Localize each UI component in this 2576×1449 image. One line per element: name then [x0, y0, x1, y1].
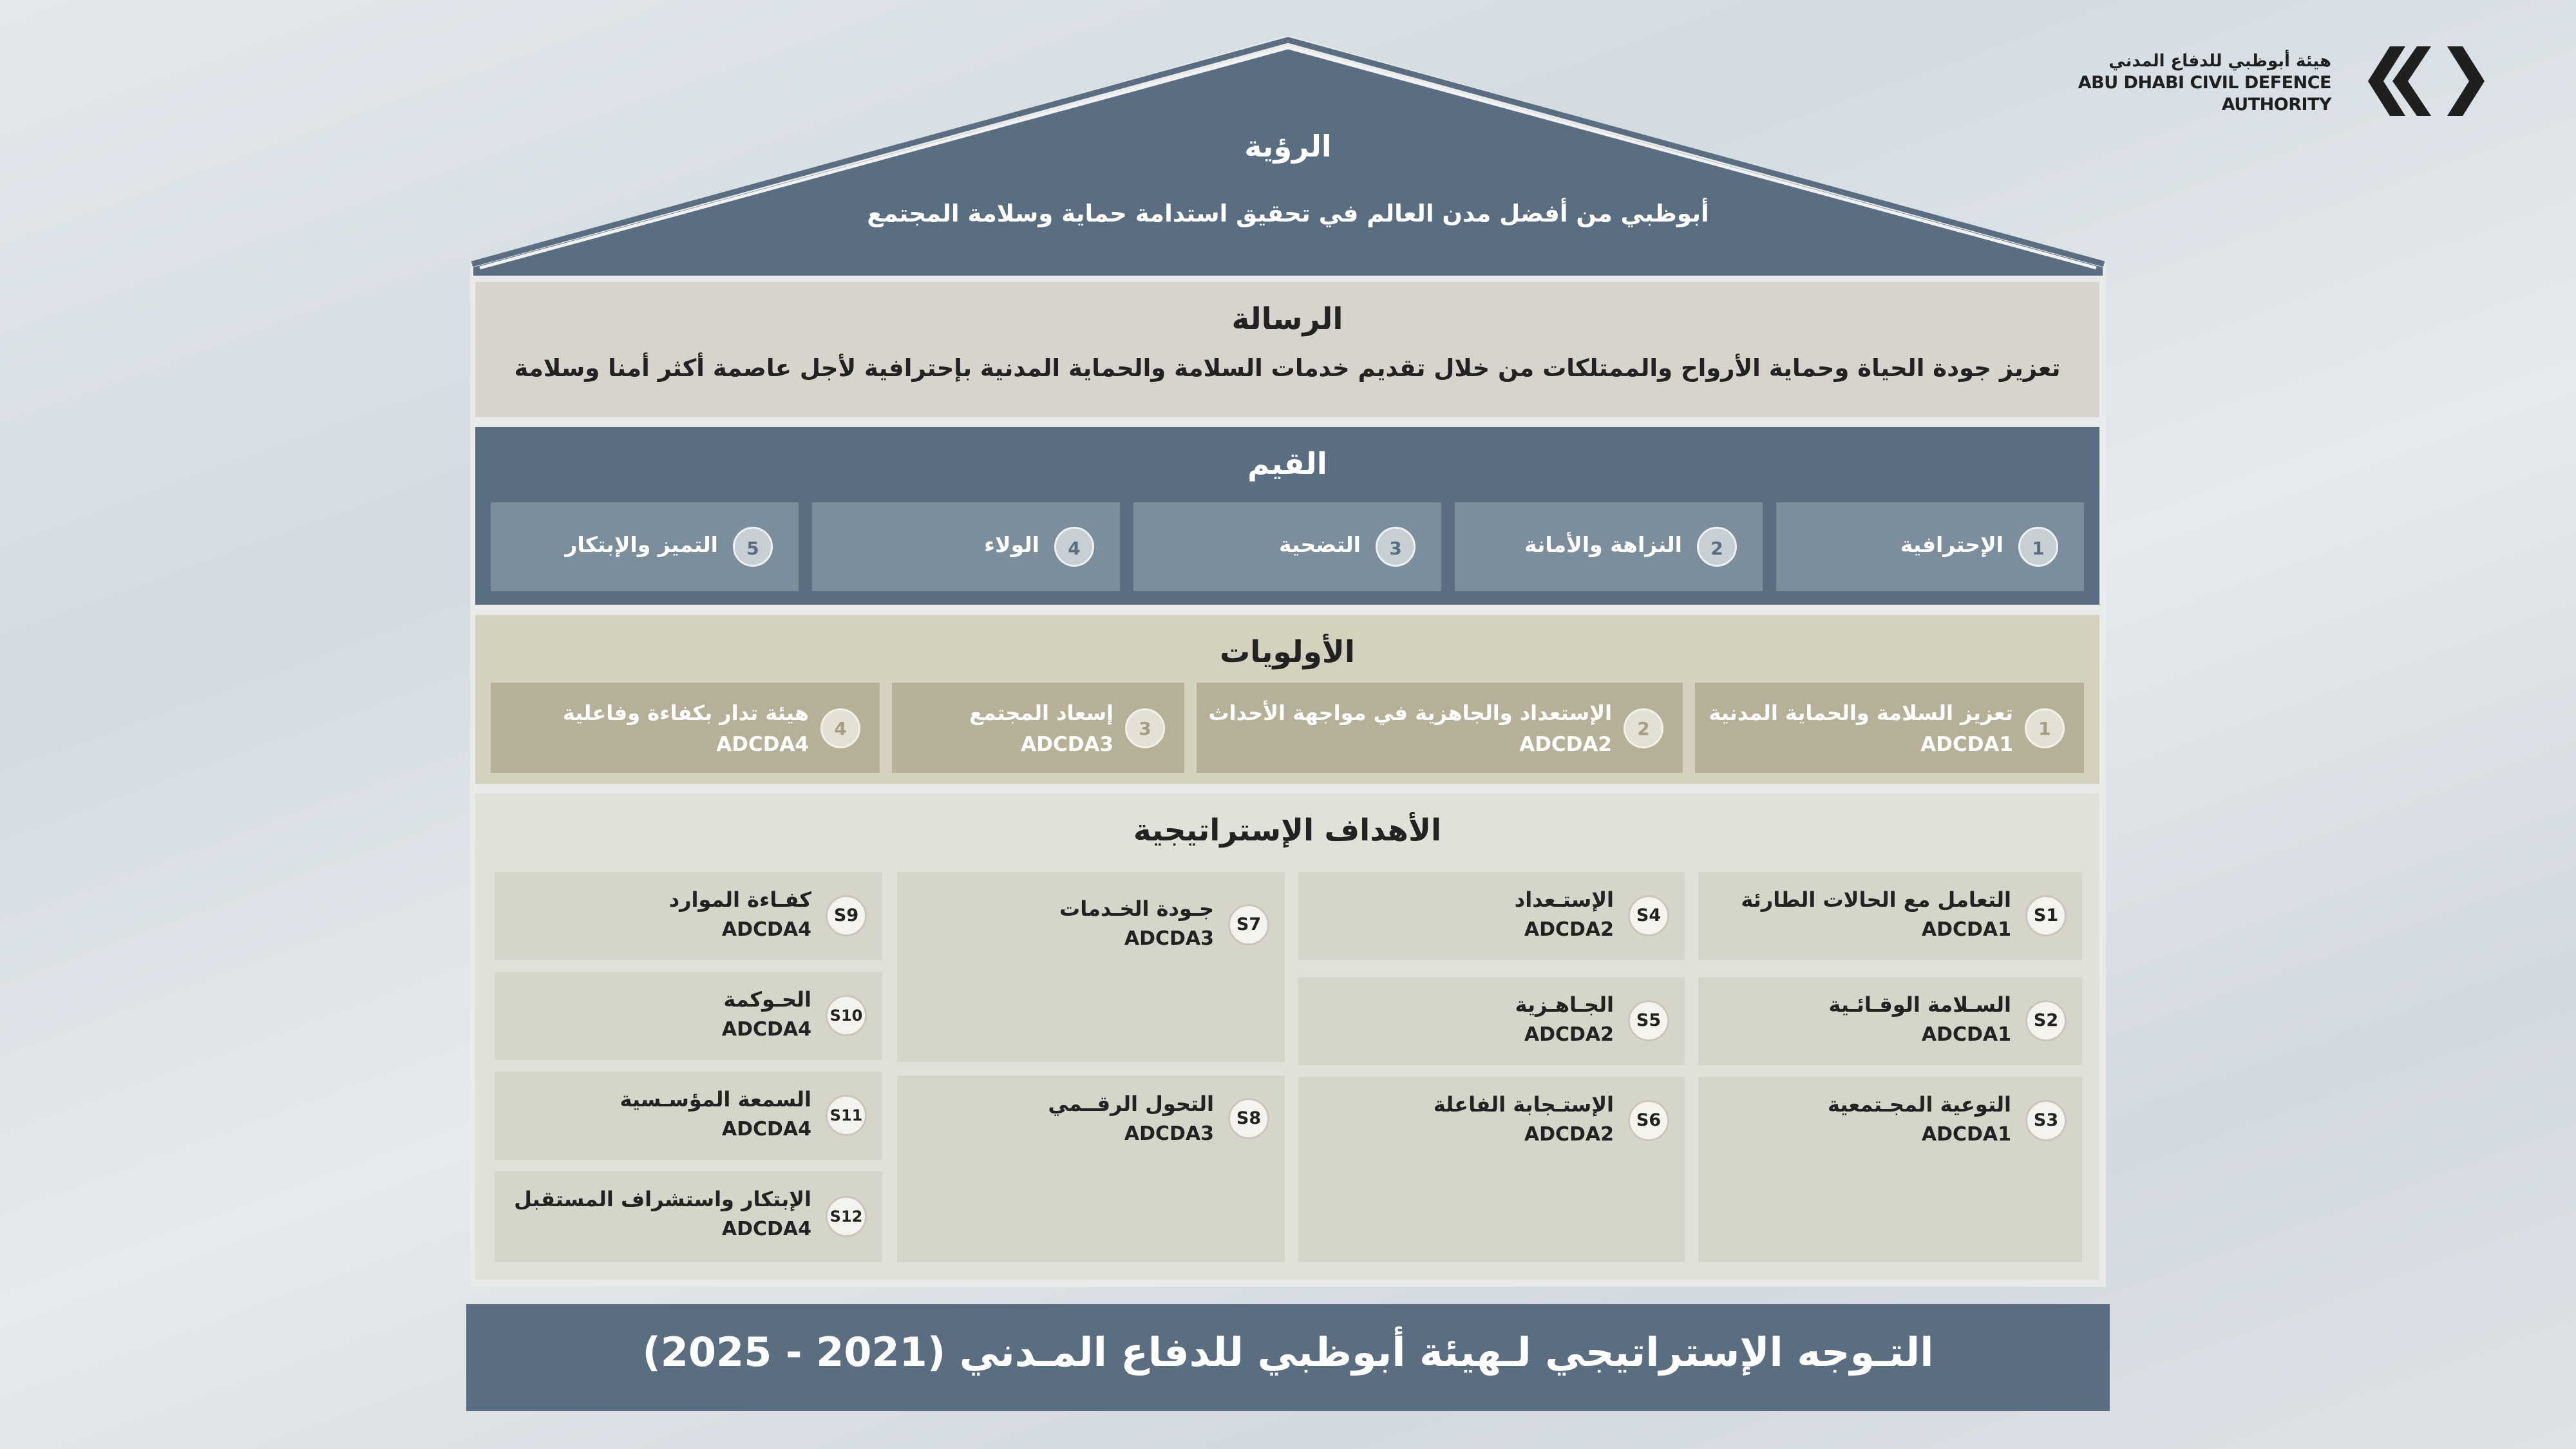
goal-label: كفـاءة الموارد: [668, 887, 811, 912]
goal-code: ADCDA3: [1124, 1122, 1214, 1145]
goal-code: ADCDA1: [1921, 1123, 2011, 1146]
goal-label: جـودة الخـدمات: [1059, 896, 1214, 921]
value-card: [812, 502, 1120, 591]
strategic-goals-title: الأهداف الإستراتيجية: [1133, 813, 1442, 848]
logo-wordmark: [2078, 50, 2331, 116]
priority-number-badge: 4: [820, 708, 860, 748]
goal-card: [495, 1171, 882, 1262]
priority-card: [1695, 683, 2084, 773]
goal-card: [1698, 977, 2082, 1065]
priorities-section: [475, 615, 2099, 784]
goal-id-badge: S2: [2025, 1000, 2067, 1041]
goal-id-badge: S6: [1628, 1100, 1669, 1141]
goal-code: ADCDA2: [1524, 918, 1614, 941]
priority-code: ADCDA4: [716, 733, 809, 756]
goal-card: [1698, 1077, 2082, 1262]
value-card: [1455, 502, 1763, 591]
goal-card: [1698, 872, 2082, 960]
goal-id-badge: S5: [1628, 1000, 1669, 1041]
goal-card: [495, 1072, 882, 1160]
authority-logo: [2078, 45, 2486, 122]
priority-label: إسعاد المجتمع: [969, 701, 1113, 725]
priority-card: [491, 683, 880, 773]
goal-id-badge: S9: [826, 895, 867, 936]
goal-code: ADCDA4: [721, 1018, 811, 1041]
logo-english-name-line2: AUTHORITY: [2221, 95, 2331, 115]
mission-section: [475, 282, 2099, 417]
goal-code: ADCDA1: [1921, 1023, 2011, 1046]
goal-code: ADCDA3: [1124, 927, 1214, 950]
goal-id-badge: S8: [1228, 1098, 1269, 1139]
value-number-badge: 4: [1054, 527, 1094, 567]
goal-label: الإستـعداد: [1514, 887, 1614, 912]
goal-card: [897, 872, 1285, 1062]
goal-id-badge: S12: [826, 1196, 867, 1237]
goal-label: الإبتكار واستشراف المستقبل: [514, 1187, 811, 1211]
priority-label: الإستعداد والجاهزية في مواجهة الأحداث: [1208, 701, 1612, 725]
vision-statement: أبوظبي من أفضل مدن العالم في تحقيق استدامة حماية وسلامة المجتمع: [867, 200, 1709, 227]
goal-label: التوعية المجـتمعية: [1827, 1092, 2011, 1117]
footer-title: التـوجه الإستراتيجي لـهيئة أبوظبي للدفاع المـدني (2021 - 2025): [642, 1329, 1934, 1376]
values-title: القيم: [1247, 446, 1327, 482]
priority-code: ADCDA1: [1920, 733, 2013, 756]
goal-id-badge: S3: [2025, 1100, 2067, 1141]
goal-id-badge: S4: [1628, 895, 1669, 936]
priority-number-badge: 3: [1125, 708, 1165, 748]
priority-card: [1197, 683, 1683, 773]
goal-label: الجـاهـزية: [1515, 992, 1614, 1017]
goal-label: السمعة المؤسـسية: [620, 1087, 811, 1112]
goal-id-badge: S11: [826, 1095, 867, 1136]
priority-card: [892, 683, 1184, 773]
logo-english-name-line1: ABU DHABI CIVIL DEFENCE: [2078, 73, 2331, 93]
value-label: التضحية: [1279, 532, 1361, 557]
priority-label: تعزيز السلامة والحماية المدنية: [1709, 701, 2013, 725]
priority-label: هيئة تدار بكفاءة وفاعلية: [562, 701, 809, 725]
vision-title: الرؤية: [1244, 129, 1332, 164]
value-label: التميز والإبتكار: [565, 532, 718, 557]
mission-title: الرسالة: [1231, 301, 1343, 337]
priority-code: ADCDA2: [1519, 733, 1612, 756]
values-section: [475, 427, 2099, 605]
goal-card: [495, 972, 882, 1060]
value-number-badge: 5: [733, 527, 773, 567]
goal-label: التعامل مع الحالات الطارئة: [1741, 887, 2011, 912]
priority-code: ADCDA3: [1021, 733, 1113, 756]
strategic-goals-section: [475, 793, 2099, 1280]
goal-label: السـلامة الوقـائـية: [1828, 992, 2011, 1017]
value-card: [1776, 502, 2084, 591]
footer-banner: [466, 1304, 2110, 1411]
goal-code: ADCDA2: [1524, 1023, 1614, 1046]
value-label: النزاهة والأمانة: [1524, 532, 1682, 557]
value-number-badge: 1: [2018, 527, 2058, 567]
goal-card: [1298, 1077, 1685, 1262]
goal-id-badge: S1: [2025, 895, 2067, 936]
value-number-badge: 3: [1376, 527, 1416, 567]
value-label: الإحترافية: [1900, 532, 2003, 557]
goal-code: ADCDA1: [1921, 918, 2011, 941]
logo-chevrons-icon: [2367, 46, 2486, 116]
value-card: [1133, 502, 1441, 591]
goal-code: ADCDA2: [1524, 1123, 1614, 1146]
goal-card: [495, 872, 882, 960]
value-card: [491, 502, 799, 591]
priorities-title: الأولويات: [1220, 634, 1355, 670]
goal-code: ADCDA4: [721, 1118, 811, 1141]
goal-label: التحول الرقــمي: [1048, 1092, 1214, 1116]
goal-card: [897, 1075, 1285, 1262]
goal-id-badge: S10: [826, 995, 867, 1036]
priority-number-badge: 1: [2025, 708, 2065, 748]
goal-label: الإستـجابة الفاعلة: [1433, 1092, 1614, 1117]
value-label: الولاء: [984, 532, 1039, 557]
goal-card: [1298, 977, 1685, 1065]
value-number-badge: 2: [1697, 527, 1737, 567]
goal-id-badge: S7: [1228, 904, 1269, 945]
goal-code: ADCDA4: [721, 1218, 811, 1240]
logo-arabic-name: هيئة أبوظبي للدفاع المدني: [2108, 52, 2331, 71]
goal-code: ADCDA4: [721, 918, 811, 941]
goal-label: الحـوكمة: [723, 987, 811, 1012]
priority-number-badge: 2: [1624, 708, 1663, 748]
goal-card: [1298, 872, 1685, 960]
mission-statement: تعزيز جودة الحياة وحماية الأرواح والممتلكات من خلال تقديم خدمات السلامة والحماية المدنية بإحترافية لأجل عاصمة أكثر أمنا وسلامة: [514, 354, 2061, 382]
